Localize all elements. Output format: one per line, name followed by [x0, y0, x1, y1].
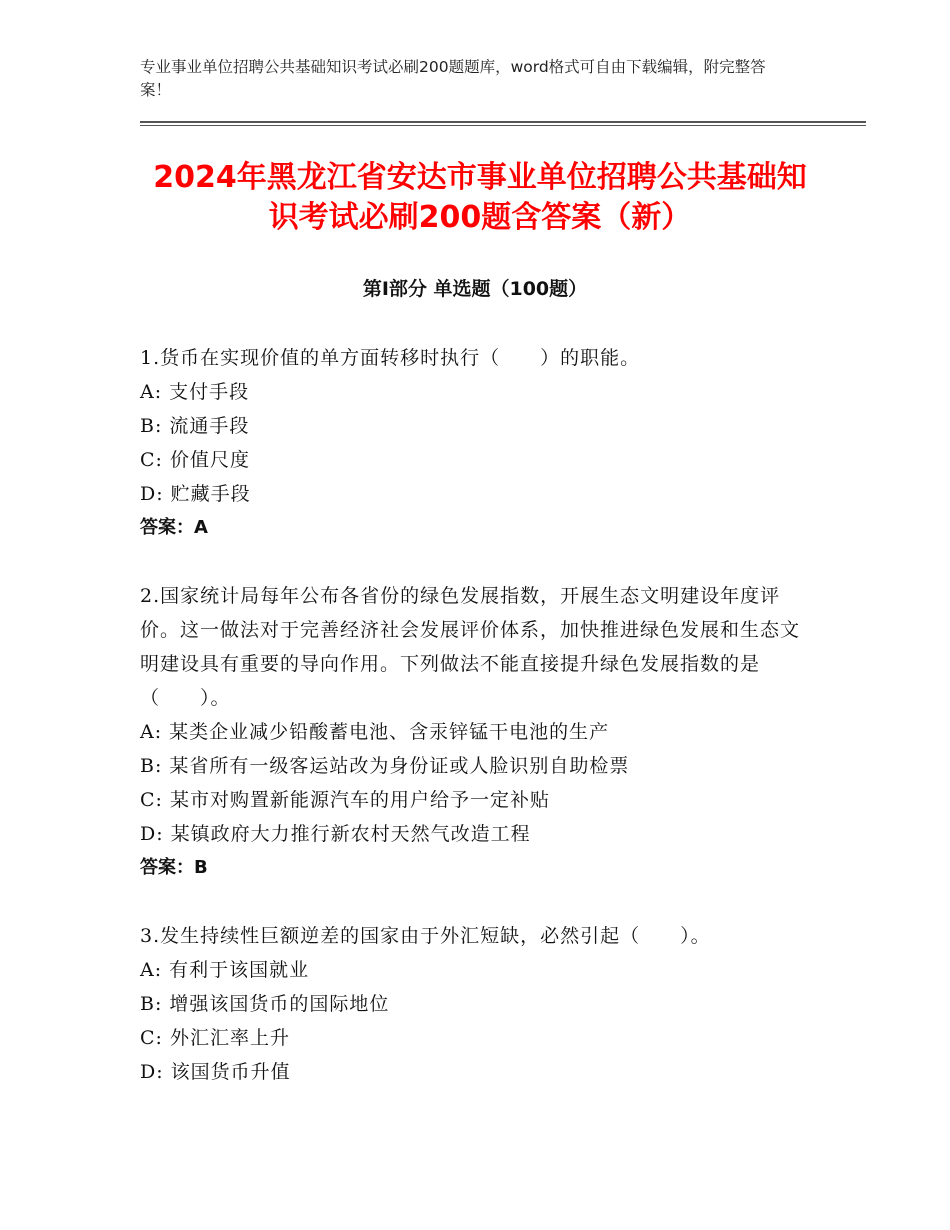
option-a: A: 支付手段 — [140, 381, 250, 403]
header-note: 专业事业单位招聘公共基础知识考试必刷200题题库，word格式可自由下载编辑，附完整答案！ — [140, 58, 766, 99]
option-b: B: 增强该国货币的国际地位 — [140, 993, 390, 1015]
question-stem: 3.发生持续性巨额逆差的国家由于外汇短缺，必然引起（ ）。 — [140, 925, 711, 947]
option-c: C: 外汇汇率上升 — [140, 1027, 290, 1049]
option-b: B: 流通手段 — [140, 415, 250, 437]
question-stem: 2.国家统计局每年公布各省份的绿色发展指数，开展生态文明建设年度评价。这一做法对于完善经济社会发展评价体系，加快推进绿色发展和生态文明建设具有重要的导向作用。下列做法不能直接提升绿色发展指数的是（ ）。 — [140, 585, 801, 709]
option-b: B: 某省所有一级客运站改为身份证或人脸识别自助检票 — [140, 755, 630, 777]
option-a: A: 某类企业减少铅酸蓄电池、含汞锌锰干电池的生产 — [140, 721, 610, 743]
option-c: C: 价值尺度 — [140, 449, 250, 471]
header-rule-thin — [140, 125, 866, 126]
document-title: 2024年黑龙江省安达市事业单位招聘公共基础知识考试必刷200题含答案（新） — [153, 160, 807, 235]
option-d: D: 贮藏手段 — [140, 483, 251, 505]
question-3 — [140, 919, 800, 1089]
option-d: D: 该国货币升值 — [140, 1061, 291, 1083]
section-title: 第Ⅰ部分 单选题（100题） — [362, 278, 588, 300]
answer-label: 答案：A — [140, 517, 208, 538]
header-rule-thick — [140, 121, 866, 123]
question-1 — [140, 341, 800, 545]
question-2 — [140, 579, 800, 885]
question-list — [140, 341, 800, 1123]
option-d: D: 某镇政府大力推行新农村天然气改造工程 — [140, 823, 531, 845]
option-c: C: 某市对购置新能源汽车的用户给予一定补贴 — [140, 789, 550, 811]
answer-label: 答案：B — [140, 857, 208, 878]
option-a: A: 有利于该国就业 — [140, 959, 310, 981]
question-stem: 1.货币在实现价值的单方面转移时执行（ ）的职能。 — [140, 347, 641, 369]
